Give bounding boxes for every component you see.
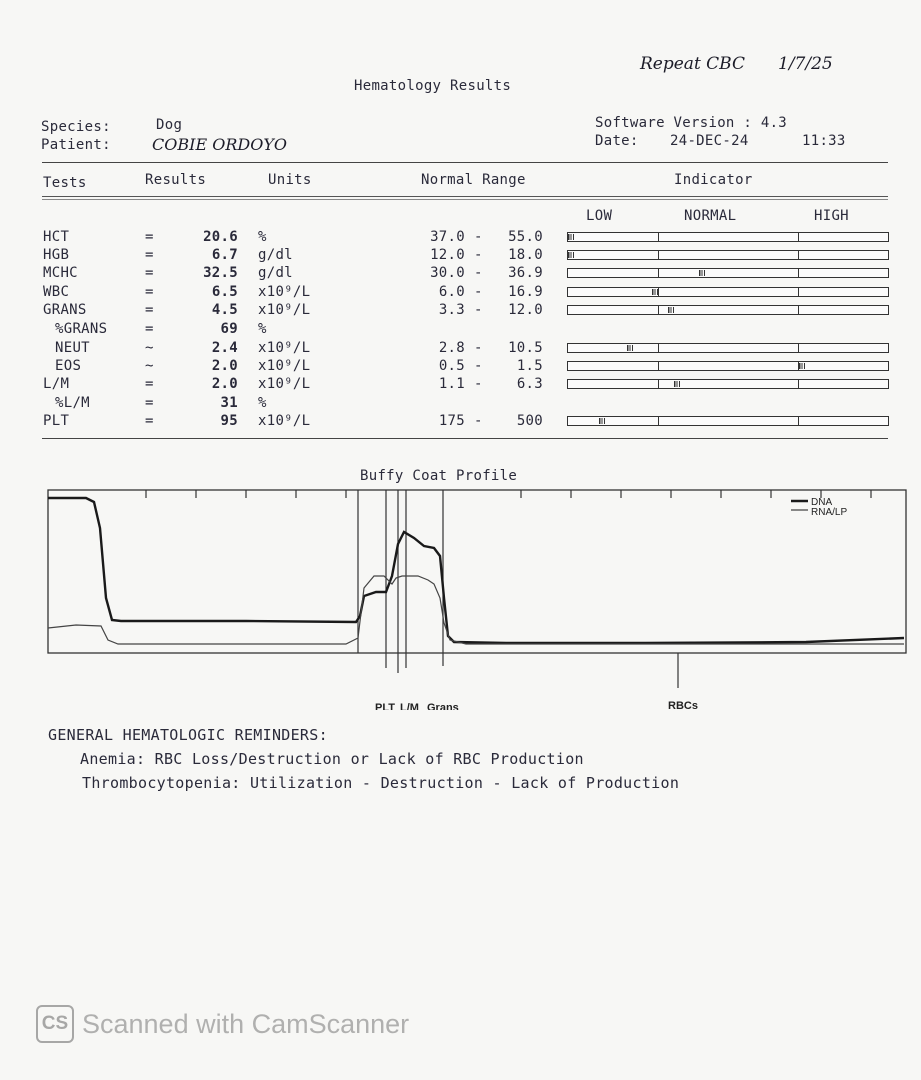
range-low: 3.3: [438, 302, 465, 318]
indicator-bar: [567, 343, 889, 353]
indicator-low-divider: [658, 269, 659, 277]
indicator-low-divider: [658, 380, 659, 388]
handwritten-repeat-date: 1/7/25: [778, 54, 833, 74]
columns-divider: [42, 196, 888, 200]
range-low: 0.5: [438, 358, 465, 374]
range-high: 6.3: [516, 376, 543, 392]
result-value: 2.0: [211, 358, 238, 374]
test-name: L/M: [43, 376, 70, 392]
time-value: 11:33: [802, 133, 846, 149]
indicator-marker: [599, 418, 606, 424]
date-label: Date:: [595, 133, 639, 149]
range-separator: -: [474, 413, 483, 429]
label-grans: Grans: [427, 702, 459, 710]
indicator-bar: [567, 250, 889, 260]
patient-label: Patient:: [41, 137, 111, 153]
reminders-heading: GENERAL HEMATOLOGIC REMINDERS:: [48, 726, 328, 744]
indicator-low-divider: [658, 362, 659, 370]
indicator-bar: [567, 232, 889, 242]
result-unit: %: [258, 321, 267, 337]
indicator-bar: [567, 416, 889, 426]
indicator-marker: [568, 252, 575, 258]
result-unit: x10⁹/L: [258, 302, 311, 318]
date-value: 24-DEC-24: [670, 133, 749, 149]
indicator-high-divider: [798, 251, 799, 259]
range-separator: -: [474, 358, 483, 374]
indicator-bar: [567, 361, 889, 371]
result-operator: =: [145, 413, 154, 429]
range-low: 1.1: [438, 376, 465, 392]
range-high: 500: [516, 413, 543, 429]
col-tests: Tests: [43, 175, 87, 191]
indicator-marker: [674, 381, 681, 387]
indicator-marker: [668, 307, 675, 313]
indicator-high-divider: [798, 344, 799, 352]
range-high: 55.0: [508, 229, 543, 245]
result-value: 4.5: [211, 302, 238, 318]
test-name: HCT: [43, 229, 70, 245]
col-units: Units: [268, 172, 312, 188]
indicator-low-divider: [658, 251, 659, 259]
indicator-low-divider: [658, 233, 659, 241]
reminder-thrombocytopenia: Thrombocytopenia: Utilization - Destruction - Lack of Production: [82, 774, 680, 792]
indicator-marker: [627, 345, 634, 351]
indicator-marker: [699, 270, 706, 276]
range-low: 2.8: [438, 340, 465, 356]
dna-curve: [48, 498, 904, 643]
test-name: EOS: [55, 358, 82, 374]
legend-rna-lp: RNA/LP: [811, 507, 848, 518]
range-high: 1.5: [516, 358, 543, 374]
test-name: HGB: [43, 247, 70, 263]
range-separator: -: [474, 376, 483, 392]
profile-frame: [48, 490, 906, 653]
result-value: 95: [220, 413, 238, 429]
result-unit: x10⁹/L: [258, 340, 311, 356]
indicator-bar: [567, 305, 889, 315]
result-operator: =: [145, 376, 154, 392]
result-unit: %: [258, 229, 267, 245]
indicator-normal-label: NORMAL: [684, 208, 737, 224]
result-value: 2.4: [211, 340, 238, 356]
indicator-high-divider: [798, 269, 799, 277]
indicator-high-divider: [798, 306, 799, 314]
indicator-low-divider: [658, 344, 659, 352]
camscanner-text: Scanned with CamScanner: [82, 1008, 410, 1039]
indicator-bar: [567, 379, 889, 389]
test-name: MCHC: [43, 265, 78, 281]
result-operator: =: [145, 265, 154, 281]
range-high: 18.0: [508, 247, 543, 263]
result-operator: =: [145, 229, 154, 245]
result-unit: %: [258, 395, 267, 411]
indicator-low-label: LOW: [586, 208, 613, 224]
result-value: 2.0: [211, 376, 238, 392]
profile-ticks: [146, 490, 871, 498]
result-operator: =: [145, 395, 154, 411]
species-value: Dog: [156, 117, 183, 133]
indicator-low-divider: [658, 306, 659, 314]
result-value: 69: [220, 321, 238, 337]
label-rbcs: RBCs: [668, 700, 698, 710]
test-name: %L/M: [55, 395, 90, 411]
range-low: 6.0: [438, 284, 465, 300]
range-separator: -: [474, 265, 483, 281]
indicator-high-divider: [798, 417, 799, 425]
header-divider: [42, 162, 888, 163]
rna-lp-curve: [48, 576, 904, 644]
result-unit: g/dl: [258, 247, 293, 263]
indicator-marker: [652, 289, 659, 295]
result-value: 31: [220, 395, 238, 411]
reminder-anemia: Anemia: RBC Loss/Destruction or Lack of RBC Production: [80, 750, 584, 768]
result-operator: ~: [145, 340, 154, 356]
camscanner-watermark: [36, 1005, 409, 1043]
result-value: 20.6: [203, 229, 238, 245]
range-separator: -: [474, 302, 483, 318]
result-value: 6.5: [211, 284, 238, 300]
indicator-marker: [799, 363, 806, 369]
test-name: PLT: [43, 413, 70, 429]
result-operator: =: [145, 247, 154, 263]
result-unit: x10⁹/L: [258, 413, 311, 429]
result-value: 32.5: [203, 265, 238, 281]
indicator-bar: [567, 268, 889, 278]
range-low: 37.0: [430, 229, 465, 245]
range-low: 30.0: [430, 265, 465, 281]
indicator-bar: [567, 287, 889, 297]
handwritten-repeat-note: Repeat CBC: [640, 54, 745, 74]
range-high: 36.9: [508, 265, 543, 281]
result-unit: g/dl: [258, 265, 293, 281]
indicator-marker: [568, 234, 575, 240]
result-value: 6.7: [211, 247, 238, 263]
software-version: Software Version : 4.3: [595, 115, 788, 131]
indicator-high-divider: [798, 380, 799, 388]
species-label: Species:: [41, 119, 111, 135]
col-indicator: Indicator: [674, 172, 753, 188]
results-divider: [42, 438, 888, 439]
profile-title: Buffy Coat Profile: [360, 468, 518, 484]
report-title: Hematology Results: [354, 78, 512, 94]
indicator-high-label: HIGH: [814, 208, 849, 224]
range-separator: -: [474, 284, 483, 300]
indicator-low-divider: [658, 417, 659, 425]
range-separator: -: [474, 340, 483, 356]
test-name: NEUT: [55, 340, 90, 356]
range-separator: -: [474, 247, 483, 263]
col-normal-range: Normal Range: [421, 172, 526, 188]
result-operator: =: [145, 284, 154, 300]
col-results: Results: [145, 172, 207, 188]
test-name: WBC: [43, 284, 70, 300]
label-plt: PLT: [375, 702, 395, 710]
indicator-high-divider: [798, 233, 799, 241]
result-operator: ~: [145, 358, 154, 374]
range-high: 12.0: [508, 302, 543, 318]
test-name: %GRANS: [55, 321, 108, 337]
result-operator: =: [145, 321, 154, 337]
range-high: 10.5: [508, 340, 543, 356]
profile-region-lines: [358, 490, 678, 688]
range-low: 175: [438, 413, 465, 429]
label-lm: L/M: [400, 702, 419, 710]
range-low: 12.0: [430, 247, 465, 263]
result-operator: =: [145, 302, 154, 318]
result-unit: x10⁹/L: [258, 376, 311, 392]
result-unit: x10⁹/L: [258, 284, 311, 300]
range-high: 16.9: [508, 284, 543, 300]
test-name: GRANS: [43, 302, 87, 318]
legend-dna: DNA: [811, 497, 833, 508]
result-unit: x10⁹/L: [258, 358, 311, 374]
patient-name-handwritten: COBIE ORDOYO: [152, 135, 287, 154]
indicator-high-divider: [798, 288, 799, 296]
range-separator: -: [474, 229, 483, 245]
camscanner-logo-icon: CS: [36, 1005, 74, 1043]
buffy-coat-profile-chart: [46, 488, 908, 710]
